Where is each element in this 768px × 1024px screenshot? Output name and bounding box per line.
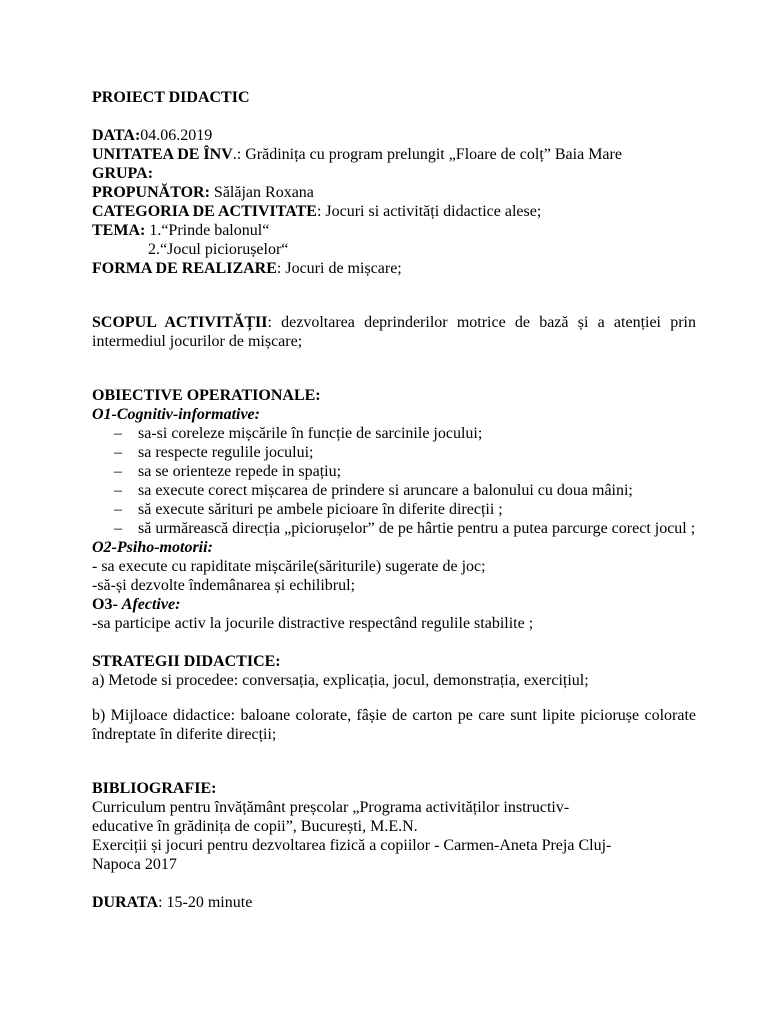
field-value: 1.“Prinde balonul“ bbox=[145, 222, 270, 239]
field-value: Sălăjan Roxana bbox=[209, 184, 314, 201]
bibliografie-line: Exerciții și jocuri pentru dezvoltarea fizică a copiilor - Carmen-Aneta Preja Cluj- bbox=[92, 837, 612, 854]
dash-bullet: – bbox=[114, 482, 122, 499]
field-label: PROPUNĂTOR: bbox=[92, 184, 210, 201]
o1-list bbox=[92, 424, 696, 538]
o1-item bbox=[92, 500, 696, 519]
field-value: 04.06.2019 bbox=[140, 127, 213, 144]
o3-heading-prefix: O3- bbox=[92, 596, 122, 613]
dash-bullet: – bbox=[114, 425, 122, 442]
field-value: : Jocuri de mișcare; bbox=[276, 260, 402, 277]
field-unitatea bbox=[92, 145, 696, 164]
spacer bbox=[92, 367, 696, 386]
o1-item-text: să urmărească direcția „piciorușelor” de pe hârtie pentru a putea parcurge corect jocul ; bbox=[138, 520, 696, 537]
field-label: DATA: bbox=[92, 127, 141, 144]
o2-heading: O2-Psiho-motorii: bbox=[92, 539, 213, 556]
durata-label: DURATA bbox=[92, 894, 159, 911]
o1-item-text: sa se orienteze repede in spațiu; bbox=[138, 463, 342, 480]
durata-value: : 15-20 minute bbox=[158, 894, 253, 911]
scop-paragraph bbox=[92, 313, 696, 351]
o1-item bbox=[92, 481, 696, 500]
o1-item-text: sa execute corect mișcarea de prindere si aruncare a balonului cu doua mâini; bbox=[138, 482, 633, 499]
obiective-heading: OBIECTIVE OPERATIONALE: bbox=[92, 387, 321, 404]
o1-item-text: sa respecte regulile jocului; bbox=[138, 444, 314, 461]
dash-bullet: – bbox=[114, 444, 122, 461]
strategii-heading: STRATEGII DIDACTICE: bbox=[92, 653, 281, 670]
document-title: PROIECT DIDACTIC bbox=[92, 89, 250, 106]
spacer bbox=[92, 874, 696, 893]
bibliografie-line: Curriculum pentru învățământ preșcolar „Programa activităților instructiv- bbox=[92, 799, 570, 816]
strategii-item-b: b) Mijloace didactice: baloane colorate, fâșie de carton pe care sunt lipite piciorușe colorate îndreptate în diferite direcții; bbox=[92, 707, 696, 743]
o1-item bbox=[92, 424, 696, 443]
o3-heading-rest: Afective: bbox=[121, 596, 181, 613]
o1-item bbox=[92, 443, 696, 462]
field-label: FORMA DE REALIZARE bbox=[92, 260, 277, 277]
durata bbox=[92, 893, 696, 912]
scop-label: SCOPUL ACTIVITĂȚII bbox=[92, 314, 268, 331]
o1-item-text: sa-si coreleze mișcările în funcție de sarcinile jocului; bbox=[138, 425, 483, 442]
strategii-item-a: a) Metode si procedee: conversația, explicația, jocul, demonstrația, exercițiul; bbox=[92, 672, 589, 689]
spacer bbox=[92, 633, 696, 652]
spacer bbox=[92, 107, 696, 126]
field-label: CATEGORIA DE ACTIVITATE bbox=[92, 203, 317, 220]
field-value: .: Grădinița cu program prelungit „Floare de colț” Baia Mare bbox=[232, 146, 622, 163]
o3-item: -sa participe activ la jocurile distractive respectând regulile stabilite ; bbox=[92, 615, 534, 632]
o1-item bbox=[92, 519, 696, 538]
document-body bbox=[92, 88, 696, 912]
bibliografie-heading: BIBLIOGRAFIE: bbox=[92, 780, 217, 797]
scop-text: : dezvoltarea deprinderilor motrice de bază și a atenției prin intermediul jocurilor de mișcare; bbox=[92, 314, 696, 350]
field-tema-item-2: 2.“Jocul piciorușelor“ bbox=[148, 241, 289, 258]
spacer bbox=[92, 278, 696, 297]
o3-heading bbox=[92, 595, 696, 614]
field-forma bbox=[92, 259, 696, 278]
field-grupa: GRUPA: bbox=[92, 165, 154, 182]
field-data bbox=[92, 126, 696, 145]
dash-bullet: – bbox=[114, 520, 122, 537]
field-label: UNITATEA DE ÎNV bbox=[92, 146, 233, 163]
dash-bullet: – bbox=[114, 463, 122, 480]
bibliografie-line: educative în grădinița de copii”, București, M.E.N. bbox=[92, 818, 418, 835]
bibliografie-line: Napoca 2017 bbox=[92, 856, 177, 873]
o1-heading: O1-Cognitiv-informative: bbox=[92, 406, 260, 423]
o1-item-text: să execute sărituri pe ambele picioare în diferite direcții ; bbox=[138, 501, 503, 518]
o2-item: - sa execute cu rapiditate mișcările(săriturile) sugerate de joc; bbox=[92, 558, 486, 575]
field-propunator bbox=[92, 183, 696, 202]
spacer bbox=[92, 760, 696, 779]
field-tema bbox=[92, 221, 696, 240]
o1-item bbox=[92, 462, 696, 481]
field-value: : Jocuri si activități didactice alese; bbox=[316, 203, 542, 220]
field-label: TEMA: bbox=[92, 222, 146, 239]
field-categoria bbox=[92, 202, 696, 221]
dash-bullet: – bbox=[114, 501, 122, 518]
o2-item: -să-și dezvolte îndemânarea și echilibrul; bbox=[92, 577, 356, 594]
